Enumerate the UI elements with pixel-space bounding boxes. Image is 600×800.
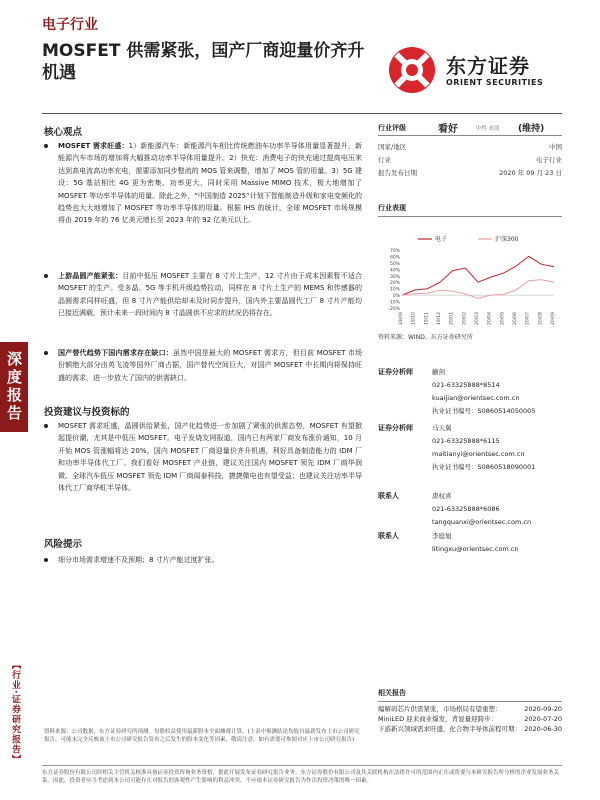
x-tick-label: 20/05	[500, 312, 506, 325]
analyst-email[interactable]: tangquanxi@orientsec.com.cn	[432, 518, 532, 526]
y-tick-label: 30%	[389, 274, 400, 280]
analyst-name: 蒯剑	[432, 368, 445, 376]
bullet-icon	[44, 351, 48, 355]
info-key: 报告发布日期	[378, 169, 417, 177]
x-tick-label: 20/08	[538, 312, 544, 325]
risk-title: 风险提示	[44, 539, 83, 550]
performance-header	[378, 203, 562, 217]
info-value: 中国	[549, 143, 562, 151]
paragraph-heading: 国产替代趋势下国内需求存在缺口：	[58, 349, 173, 357]
x-tick-label: 20/09	[551, 312, 556, 325]
paragraph-body: MOSFET 需求旺盛，晶圆供给紧张，国产化趋势进一步加剧了紧张的供需态势，MOSFET 有望掀起提价潮，尤其是中低压 MOSFET。电子发烧友网报道，国内已有两家厂商发布涨价通知，10 月开始 MOS 管涨幅将达 20%。国内 MOSFET 厂商迎量价齐升机遇，利好具备制造能力的 IDM 厂和功率半导体代工厂。我们看好 MOSFET 产业链，建议关注国内 MOSFET 领先 IDM 厂商华润微、全球汽车低压 MOSFET 领先 IDM 厂商闻泰科技，捷捷微电也有望受益；也建议关注功率半导体代工厂商华虹半导体。	[58, 422, 362, 493]
footer-divider	[42, 765, 562, 766]
x-tick-label: 19/12	[437, 312, 442, 325]
rating-row	[378, 120, 562, 136]
report-info-row	[378, 166, 562, 179]
y-tick-label: 70%	[389, 249, 400, 254]
paragraph-heading: 上游晶圆产能紧张：	[58, 272, 123, 280]
analyst-cert: 执业证书编号：S0860514050005	[432, 407, 536, 415]
paragraph-risk	[44, 554, 362, 566]
analyst-role: 证券分析师	[378, 424, 413, 432]
series-line	[402, 256, 554, 295]
analyst-cert: 执业证书编号：S0860518090001	[432, 463, 536, 471]
rating-status: (维持)	[518, 124, 545, 134]
paragraph-body: 目前中低压 MOSFET 主要在 8 寸片上生产，12 寸片由于成本因素暂不适合 MOSFET 的生产。受多晶、5G 等手机升级趋势拉动，同样在 8 寸片上生产的 MEMS 和传感器的晶圆需求同样旺盛，但 8 寸片产能供给却未及时同步提升，国内外主要晶圆代工厂 8 寸片产能均已接近满载，预计未来一段时间内 8 寸晶圆供不应求的状况仍将存在。	[58, 272, 362, 318]
x-tick-label: 19/11	[424, 312, 430, 325]
analyst-email[interactable]: maitianyi@orientsec.com.cn	[432, 450, 525, 458]
logo-en: ORIENT SECURITIES	[446, 78, 544, 87]
analyst-phone: 021-63325888*6086	[432, 505, 500, 513]
related-report-title[interactable]: 下游新兴领域需求旺盛，化合物半导体前程可期：	[378, 725, 521, 733]
related-report-date: 2020-09-20	[524, 705, 562, 713]
x-tick-label: 19/10	[411, 312, 417, 325]
y-tick-label: 40%	[389, 268, 400, 274]
header-divider	[42, 113, 562, 114]
rating-box	[378, 120, 562, 179]
info-value: 电子行业	[536, 156, 562, 164]
report-info-row	[378, 153, 562, 166]
paragraph-heading: MOSFET 需求旺盛：	[58, 142, 129, 150]
y-tick-label: 10%	[389, 287, 400, 293]
info-value: 2020 年 09 月 23 日	[499, 169, 562, 177]
y-tick-label: 0%	[392, 294, 400, 300]
paragraph-body: 细分市场需求增速不及预期；8 寸片产能过度扩张。	[58, 556, 219, 564]
report-info-list	[378, 140, 562, 179]
paragraph-investment	[44, 420, 362, 494]
y-tick-label: -20%	[388, 307, 400, 312]
x-tick-label: 19/09	[399, 312, 404, 325]
analyst-email[interactable]: kuaijian@orientsec.com.cn	[432, 394, 520, 402]
related-title: 相关报告	[378, 688, 562, 702]
analyst-name: 唐权喜	[432, 492, 452, 500]
orient-logo-icon	[388, 46, 436, 94]
analyst-name: 李庭旭	[432, 532, 452, 540]
x-tick-label: 20/04	[487, 312, 493, 325]
analyst-name: 马天翼	[432, 424, 452, 432]
related-reports	[378, 688, 562, 734]
analyst-phone: 021-63325888*8514	[432, 381, 500, 389]
rating-options: 中性 看淡	[476, 125, 500, 132]
chart-source: 资料来源：WIND、东方证券研究所	[378, 334, 473, 341]
core-view-title: 核心观点	[44, 127, 83, 138]
paragraph-domestic-gap	[44, 347, 362, 384]
industry-label: 电子行业	[42, 17, 98, 33]
analyst-phone: 021-63325888*6115	[432, 437, 500, 445]
investment-title: 投资建议与投资标的	[44, 407, 130, 418]
bullet-icon	[44, 424, 48, 428]
analyst-role: 证券分析师	[378, 368, 413, 376]
industry-performance-chart	[378, 232, 562, 332]
performance-title: 行业表现	[378, 203, 562, 217]
y-tick-label: 60%	[389, 255, 400, 261]
logo	[388, 40, 568, 100]
paragraph-mosfet-demand	[44, 140, 362, 227]
x-tick-label: 20/06	[513, 312, 518, 325]
bullet-icon	[44, 274, 48, 278]
info-key: 行业	[378, 156, 391, 164]
report-title: MOSFET 供需紧张，国产厂商迎量价齐升机遇	[42, 41, 365, 83]
bullet-icon	[44, 558, 48, 562]
x-tick-label: 20/03	[475, 312, 480, 325]
bullet-icon	[44, 144, 48, 148]
footer-disclaimer: 东方证券股份有限公司经相关主管机关核准具备证券投资咨询业务资格，据此开展发布证券研究报告业务。东方证券股份有限公司及其关联机构在法律许可的范围内正在或将要与本研究报告所分析的企业发展业务关系。因此，投资者应当考虑到本公司可能存在对报告的客观性产生影响的利益冲突，不应视本证券研究报告为作出投资决策的唯一因素。	[42, 770, 560, 784]
related-report-row[interactable]	[378, 724, 562, 734]
y-tick-label: 20%	[389, 281, 400, 287]
report-type-band: 深度报告	[0, 342, 28, 432]
related-report-date: 2020-07-20	[524, 715, 562, 723]
rating-label: 行业评级	[378, 123, 406, 132]
report-category-tag: 【行业·证券研究报告】	[10, 660, 20, 765]
paragraph-wafer-capacity	[44, 270, 362, 320]
related-report-title[interactable]: MiniLED 迎来商业爆发，背显量迎跨步：	[378, 715, 498, 723]
analyst-email[interactable]: litingxu@orientsec.com.cn	[432, 545, 519, 553]
analyst-role: 联系人	[378, 492, 399, 500]
related-report-row[interactable]	[378, 714, 562, 724]
related-report-row[interactable]	[378, 704, 562, 714]
legend-label: 电子	[435, 236, 448, 243]
info-key: 国家/地区	[378, 143, 407, 151]
x-tick-label: 20/01	[449, 312, 455, 325]
x-tick-label: 20/02	[462, 312, 468, 325]
data-disclaimer: 资料来源：公司数据，东方证券研究所预测。每股收益使用最新股本全面摊薄计算。(上表中预测结论均取自最新发布上市公司研究报告，可能未完全反映该上市公司研究报告发布之后发生的股本变化等因素，敬请注意，如有需要可参阅对应上市公司研究报告)	[44, 729, 360, 743]
paragraph-body: 1）新能源汽车：新能源汽车相比传统燃油车功率半导体用量显著提升，新能源汽车市场的增加将大幅推动功率半导体用量提升。2）快充：消费电子的快充通过提高电压来达到高电流高功率充电，需要添加同步整流的 MOS 管来调整，增加了 MOS 管的用量。3）5G 建设：5G 基站相比 4G 更为密集、功率更大，同时采用 Massive MIMO 技术，极大地增加了 MOSFET 等功率半导体的用量。除此之外，“中国制造 2025”计划下智能制造升级和家电变频化的趋势也大大地增加了 MOSFET 等功率半导体的用量。根据 IHS 的统计，全球 MOSFET 市场规模将由 2019 年的 76 亿美元增长至 2023 年的 92 亿美元以上。	[58, 142, 363, 225]
x-tick-label: 20/07	[525, 312, 531, 325]
paragraph-body: 虽然中国是最大的 MOSFET 需求方，但目前 MOSFET 市场份额绝大部分由英飞凌等国外厂商占据，国产替代空间巨大，对国产 MOSFET 中长期内将保持旺盛的需求，进一步放大了国内的供需缺口。	[58, 349, 363, 382]
y-tick-label: -10%	[388, 300, 400, 306]
analyst-role: 联系人	[378, 532, 399, 540]
related-report-title[interactable]: 编解码芯片供需紧张，市场格局有望重塑：	[378, 705, 502, 713]
logo-cn: 东方证券	[446, 54, 530, 78]
report-info-row	[378, 140, 562, 153]
related-report-date: 2020-06-30	[524, 725, 562, 733]
rating-value: 看好	[438, 124, 458, 135]
legend-label: 沪深300	[495, 236, 519, 243]
y-tick-label: 50%	[389, 261, 400, 267]
